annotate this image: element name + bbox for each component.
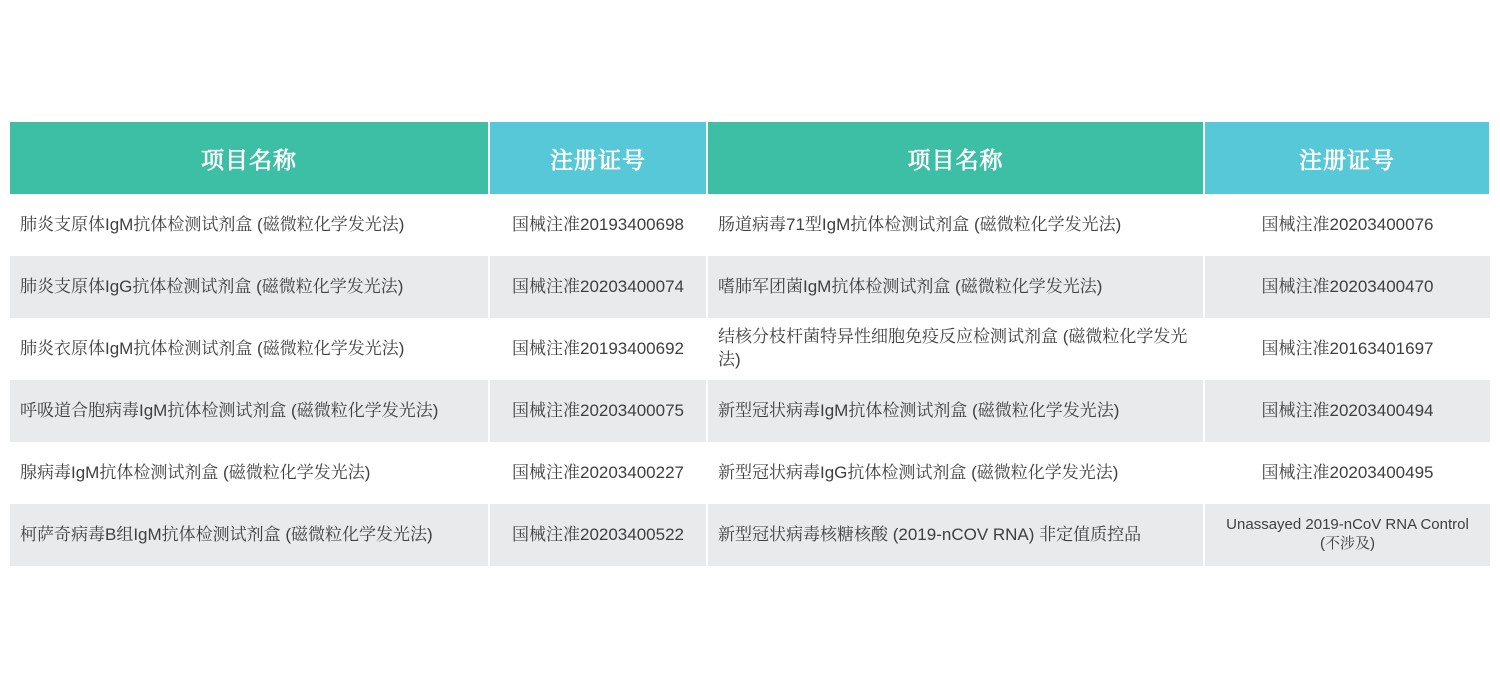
cell-registration-number-right: 国械注准20203400494 [1204,380,1490,442]
product-table-container [10,122,1490,566]
cell-registration-number-left: 国械注准20203400227 [489,442,707,504]
cell-registration-number-right: 国械注准20203400495 [1204,442,1490,504]
cell-registration-number-left: 国械注准20193400698 [489,194,707,256]
cell-product-name-left: 肺炎衣原体IgM抗体检测试剂盒 (磁微粒化学发光法) [10,318,489,380]
cell-product-name-right: 新型冠状病毒IgG抗体检测试剂盒 (磁微粒化学发光法) [707,442,1204,504]
cell-product-name-right: 新型冠状病毒IgM抗体检测试剂盒 (磁微粒化学发光法) [707,380,1204,442]
cell-registration-number-right: 国械注准20203400076 [1204,194,1490,256]
table-row [10,194,1490,256]
cell-registration-number-left: 国械注准20203400074 [489,256,707,318]
cell-product-name-left: 腺病毒IgM抗体检测试剂盒 (磁微粒化学发光法) [10,442,489,504]
table-row [10,380,1490,442]
cell-registration-number-left: 国械注准20203400522 [489,504,707,566]
header-row [10,122,1490,194]
table-row [10,318,1490,380]
cell-product-name-left: 肺炎支原体IgG抗体检测试剂盒 (磁微粒化学发光法) [10,256,489,318]
table-body [10,194,1490,566]
cell-product-name-right: 肠道病毒71型IgM抗体检测试剂盒 (磁微粒化学发光法) [707,194,1204,256]
product-table [10,122,1491,566]
cell-registration-number-left: 国械注准20193400692 [489,318,707,380]
cell-product-name-left: 柯萨奇病毒B组IgM抗体检测试剂盒 (磁微粒化学发光法) [10,504,489,566]
table-row [10,256,1490,318]
column-header-reg-left: 注册证号 [489,122,707,194]
column-header-reg-right: 注册证号 [1204,122,1490,194]
cell-product-name-right: 嗜肺军团菌IgM抗体检测试剂盒 (磁微粒化学发光法) [707,256,1204,318]
column-header-name-left: 项目名称 [10,122,489,194]
cell-registration-number-left: 国械注准20203400075 [489,380,707,442]
cell-product-name-left: 肺炎支原体IgM抗体检测试剂盒 (磁微粒化学发光法) [10,194,489,256]
cell-registration-number-right: 国械注准20163401697 [1204,318,1490,380]
cell-registration-number-right: Unassayed 2019-nCoV RNA Control (不涉及) [1204,504,1490,566]
cell-product-name-right: 新型冠状病毒核糖核酸 (2019-nCOV RNA) 非定值质控品 [707,504,1204,566]
cell-product-name-left: 呼吸道合胞病毒IgM抗体检测试剂盒 (磁微粒化学发光法) [10,380,489,442]
column-header-name-right: 项目名称 [707,122,1204,194]
cell-product-name-right: 结核分枝杆菌特异性细胞免疫反应检测试剂盒 (磁微粒化学发光法) [707,318,1204,380]
table-row [10,504,1490,566]
table-header [10,122,1490,194]
cell-registration-number-right: 国械注准20203400470 [1204,256,1490,318]
table-row [10,442,1490,504]
